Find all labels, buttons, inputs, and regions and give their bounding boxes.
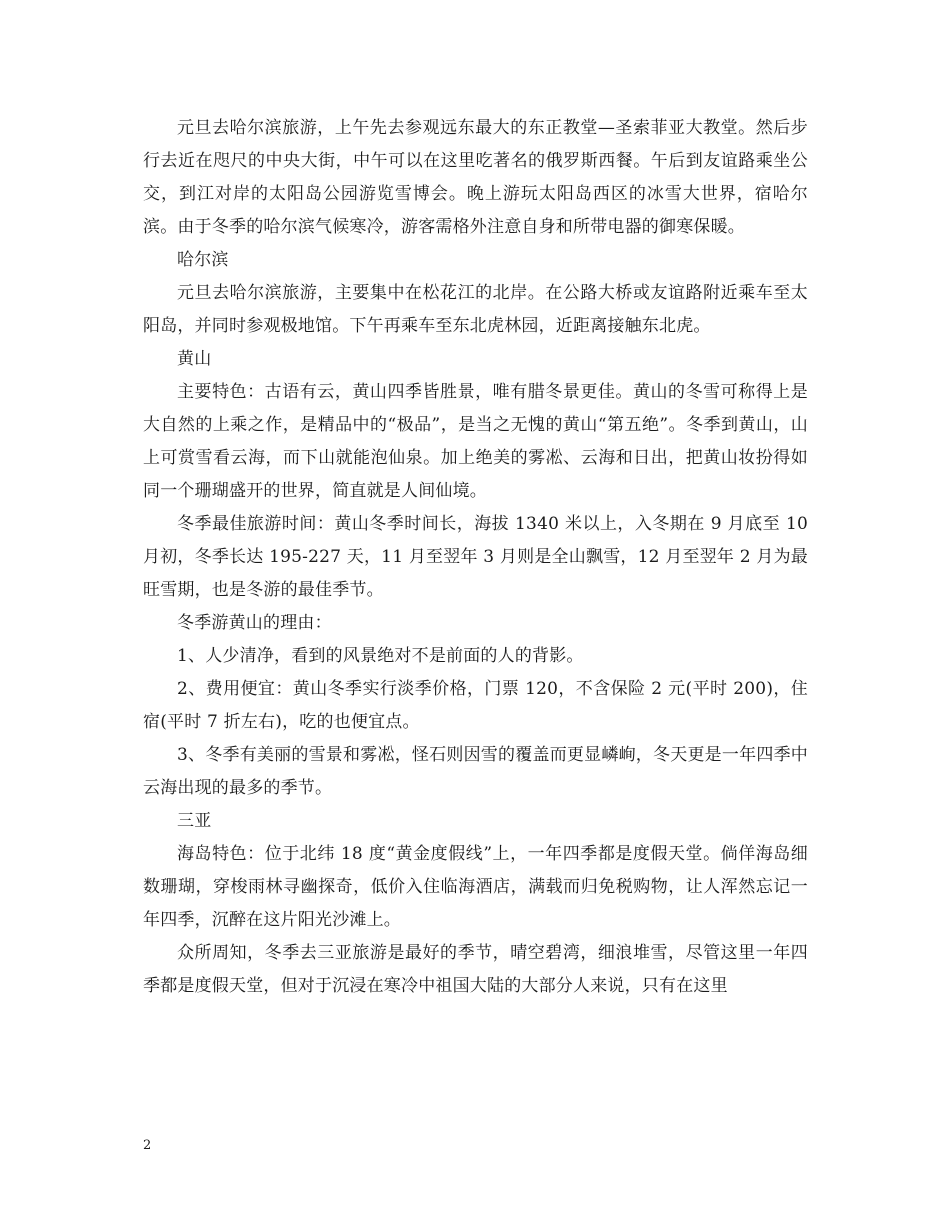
document-body	[143, 112, 808, 1003]
paragraph-harbin-itinerary: 元旦去哈尔滨旅游，上午先去参观远东最大的东正教堂—圣索菲亚大教堂。然后步行去近在咫尺的中央大街，中午可以在这里吃著名的俄罗斯西餐。午后到友谊路乘坐公交，到江对岸的太阳岛公园游览雪博会。晚上游玩太阳岛西区的冰雪大世界，宿哈尔滨。由于冬季的哈尔滨气候寒冷，游客需格外注意自身和所带电器的御寒保暖。	[143, 118, 808, 237]
list-item-reason-2: 2、费用便宜：黄山冬季实行淡季价格，门票 120，不含保险 2 元(平时 200)，住宿(平时 7 折左右)，吃的也便宜点。	[143, 679, 808, 732]
section-heading-sanya: 三亚	[177, 811, 212, 831]
page-number: 2	[143, 1138, 152, 1153]
paragraph-huangshan-best-time: 冬季最佳旅游时间：黄山冬季时间长，海拔 1340 米以上，入冬期在 9 月底至 10 月初，冬季长达 195-227 天，11 月至翌年 3 月则是全山飘雪，12 月至翌年 2 月为最旺雪期，也是冬游的最佳季节。	[143, 514, 808, 600]
section-heading-huangshan: 黄山	[177, 349, 212, 369]
section-heading-harbin: 哈尔滨	[177, 250, 229, 270]
paragraph-harbin-north-bank: 元旦去哈尔滨旅游，主要集中在松花江的北岸。在公路大桥或友谊路附近乘车至太阳岛，并同时参观极地馆。下午再乘车至东北虎林园，近距离接触东北虎。	[143, 283, 808, 336]
paragraph-sanya-features: 海岛特色：位于北纬 18 度“黄金度假线”上，一年四季都是度假天堂。倘佯海岛细数珊瑚，穿梭雨林寻幽探奇，低价入住临海酒店，满载而归免税购物，让人浑然忘记一年四季，沉醉在这片阳光沙滩上。	[143, 844, 808, 930]
paragraph-sanya-winter: 众所周知，冬季去三亚旅游是最好的季节，晴空碧湾，细浪堆雪，尽管这里一年四季都是度假天堂，但对于沉浸在寒冷中祖国大陆的大部分人来说，只有在这里	[143, 943, 808, 996]
paragraph-huangshan-reasons-heading: 冬季游黄山的理由：	[177, 613, 332, 633]
list-item-reason-1: 1、人少清净，看到的风景绝对不是前面的人的背影。	[177, 646, 584, 666]
paragraph-huangshan-features: 主要特色：古语有云，黄山四季皆胜景，唯有腊冬景更佳。黄山的冬雪可称得上是大自然的上乘之作，是精品中的“极品”，是当之无愧的黄山“第五绝”。冬季到黄山，山上可赏雪看云海，而下山就能泡仙泉。加上绝美的雾凇、云海和日出，把黄山妆扮得如同一个珊瑚盛开的世界，简直就是人间仙境。	[143, 382, 808, 501]
list-item-reason-3: 3、冬季有美丽的雪景和雾凇，怪石则因雪的覆盖而更显嶙峋，冬天更是一年四季中云海出现的最多的季节。	[143, 745, 808, 798]
